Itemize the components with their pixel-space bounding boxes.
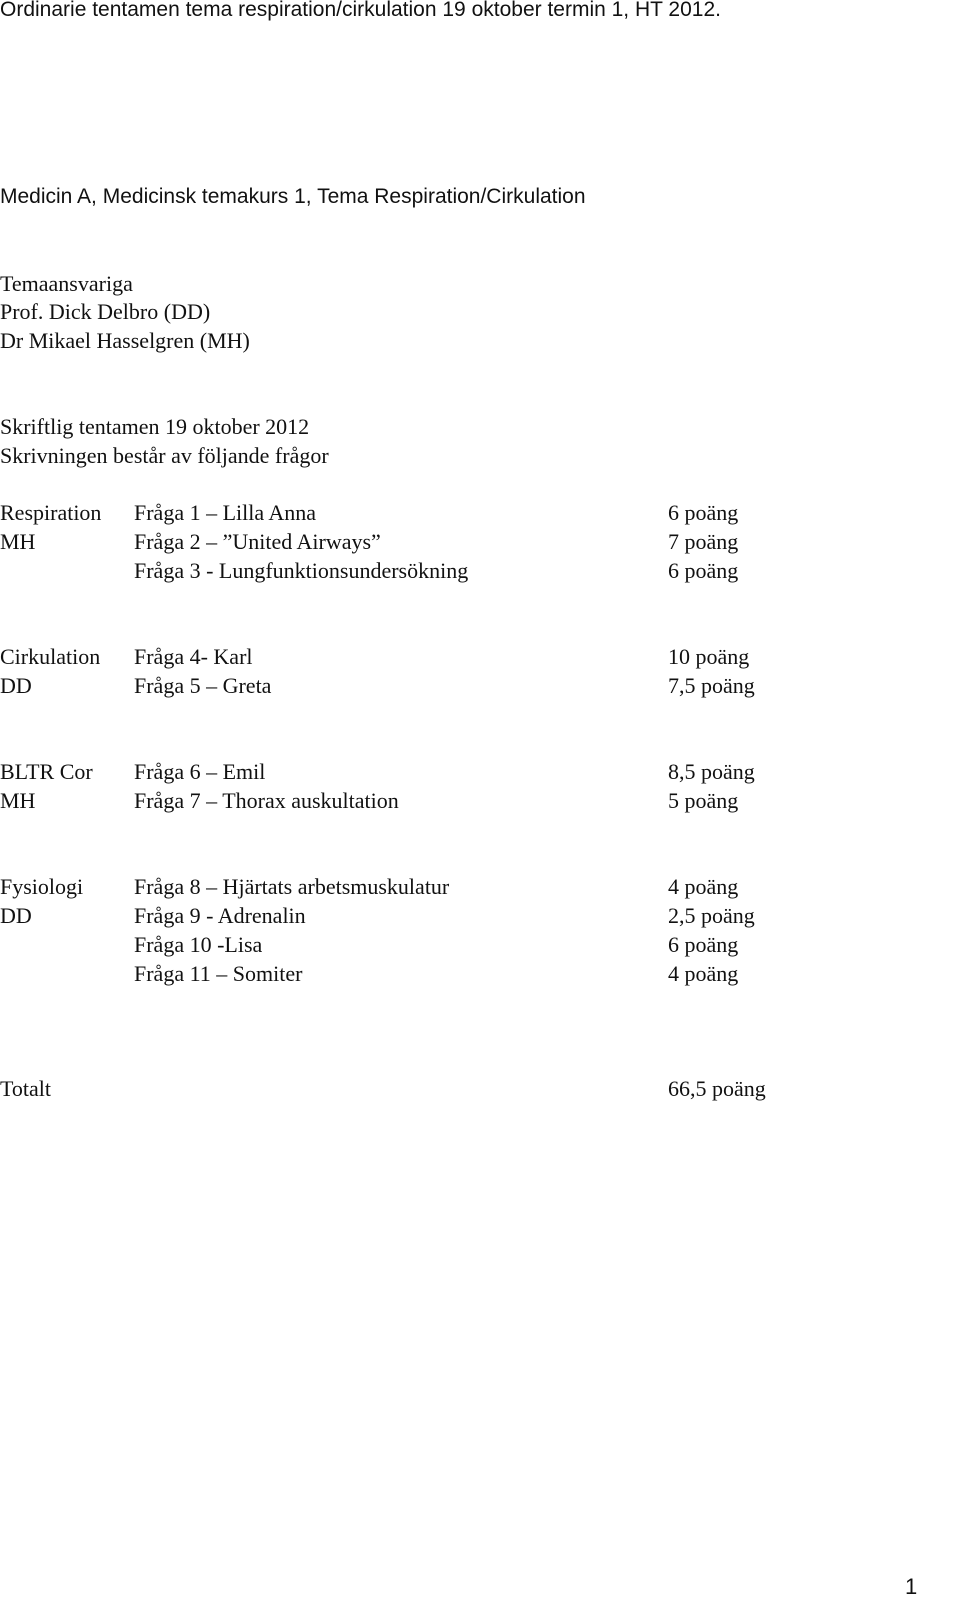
exam-intro: Skrivningen består av följande frågor: [0, 443, 329, 468]
section-label: DD: [0, 903, 32, 928]
document-header: Ordinarie tentamen tema respiration/cirkulation 19 oktober termin 1, HT 2012.: [0, 0, 721, 21]
responsible-heading: Temaansvariga: [0, 271, 133, 296]
responsible-person: Dr Mikael Hasselgren (MH): [0, 328, 250, 353]
total-label: Totalt: [0, 1076, 52, 1101]
section-label: MH: [0, 529, 36, 554]
question-points: 6 poäng: [668, 500, 739, 525]
question-title: Fråga 4- Karl: [134, 644, 253, 669]
question-title: Fråga 5 – Greta: [134, 673, 272, 698]
question-points: 4 poäng: [668, 961, 739, 986]
course-title: Medicin A, Medicinsk temakurs 1, Tema Respiration/Cirkulation: [0, 185, 586, 208]
question-points: 5 poäng: [668, 788, 739, 813]
section-label: Respiration: [0, 500, 102, 525]
question-points: 7,5 poäng: [668, 673, 755, 698]
question-points: 6 poäng: [668, 558, 739, 583]
section-label: Fysiologi: [0, 874, 84, 899]
question-title: Fråga 2 – ”United Airways”: [134, 529, 381, 554]
question-points: 4 poäng: [668, 874, 739, 899]
question-points: 8,5 poäng: [668, 759, 755, 784]
page-number: 1: [905, 1574, 918, 1599]
question-title: Fråga 8 – Hjärtats arbetsmuskulatur: [134, 874, 450, 899]
section-label: BLTR Cor: [0, 759, 93, 784]
exam-title: Skriftlig tentamen 19 oktober 2012: [0, 414, 310, 439]
question-points: 10 poäng: [668, 644, 750, 669]
section-label: DD: [0, 673, 32, 698]
question-title: Fråga 11 – Somiter: [134, 961, 303, 986]
total-points: 66,5 poäng: [668, 1076, 766, 1101]
section-label: MH: [0, 788, 36, 813]
question-title: Fråga 1 – Lilla Anna: [134, 500, 317, 525]
question-title: Fråga 6 – Emil: [134, 759, 266, 784]
question-points: 6 poäng: [668, 932, 739, 957]
question-points: 7 poäng: [668, 529, 739, 554]
responsible-person: Prof. Dick Delbro (DD): [0, 299, 211, 324]
question-points: 2,5 poäng: [668, 903, 755, 928]
question-title: Fråga 3 - Lungfunktionsundersökning: [134, 558, 469, 583]
question-title: Fråga 10 -Lisa: [134, 932, 263, 957]
question-title: Fråga 7 – Thorax auskultation: [134, 788, 399, 813]
section-label: Cirkulation: [0, 644, 101, 669]
question-title: Fråga 9 - Adrenalin: [134, 903, 306, 928]
